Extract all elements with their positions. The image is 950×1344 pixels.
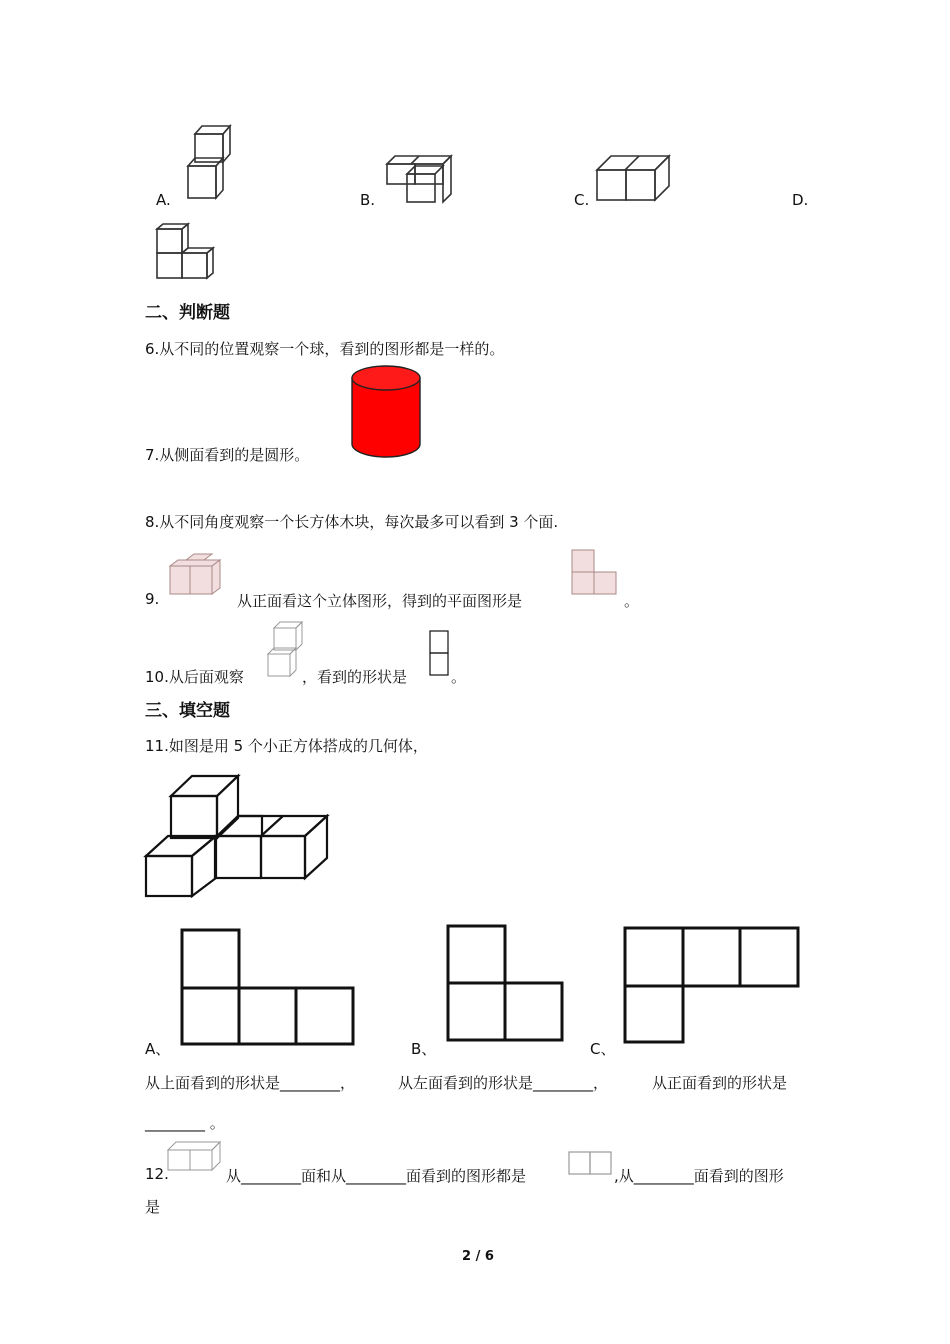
red-cylinder-image [350,364,422,460]
question-12-cube-figure [166,1140,224,1174]
question-11-option-a-figure [180,928,356,1048]
question-12-text-2: ,从________面看到的图形 [614,1167,784,1185]
option-d-label: D. [792,191,809,209]
option-b-cube-figure [385,154,457,206]
option-d-cube-figure [155,223,217,281]
section-title-fill-blank: 三、填空题 [145,701,230,721]
section-title-judgement: 二、判断题 [145,303,230,323]
option-c-cube-figure [595,154,675,206]
question-9-solid-figure [168,552,224,598]
question-10-text-1: 10.从后面观察 [145,668,244,686]
question-9-text: 从正面看这个立体图形，得到的平面图形是 [237,592,523,610]
question-8-text: 8.从不同角度观察一个长方体木块，每次最多可以看到 3 个面. [145,513,559,531]
question-9-front-view-figure [570,548,622,596]
question-11-option-a-label: A、 [145,1040,171,1058]
question-9-number: 9. [145,590,160,608]
question-11-text: 11.如图是用 5 个小正方体搭成的几何体， [145,737,428,755]
question-10-cube-figure [266,620,304,680]
question-12-number: 12. [145,1165,169,1183]
page-number: 2 / 6 [462,1249,494,1264]
question-10-back-view-figure [429,630,451,678]
option-c-label: C. [574,191,590,209]
question-10-text-2: ，看到的形状是 [302,668,408,686]
option-a-cube-figure [185,124,235,204]
question-9-period: 。 [624,592,640,610]
question-7-text: 7.从侧面看到的是圆形。 [145,446,310,464]
option-b-label: B. [360,191,376,209]
question-11-answer-blank: ________ 。 [145,1114,225,1132]
option-a-label: A. [156,191,171,209]
question-12-text-3: 是 [145,1198,161,1216]
question-12-text-1: 从________面和从________面看到的图形都是 [226,1167,527,1185]
question-11-option-b-figure [446,924,568,1044]
question-11-line-top-view: 从上面看到的形状是________， [145,1074,356,1092]
question-6-text: 6.从不同的位置观察一个球，看到的图形都是一样的。 [145,340,505,358]
question-11-option-b-label: B、 [411,1040,437,1058]
question-11-line-left-view: 从左面看到的形状是________， [398,1074,609,1092]
question-11-solid-figure [144,774,330,900]
question-11-line-front-view: 从正面看到的形状是 [652,1074,788,1092]
question-12-view-figure [568,1151,614,1177]
question-11-option-c-label: C、 [590,1040,616,1058]
question-11-option-c-figure [623,926,803,1046]
question-10-period: 。 [451,668,467,686]
